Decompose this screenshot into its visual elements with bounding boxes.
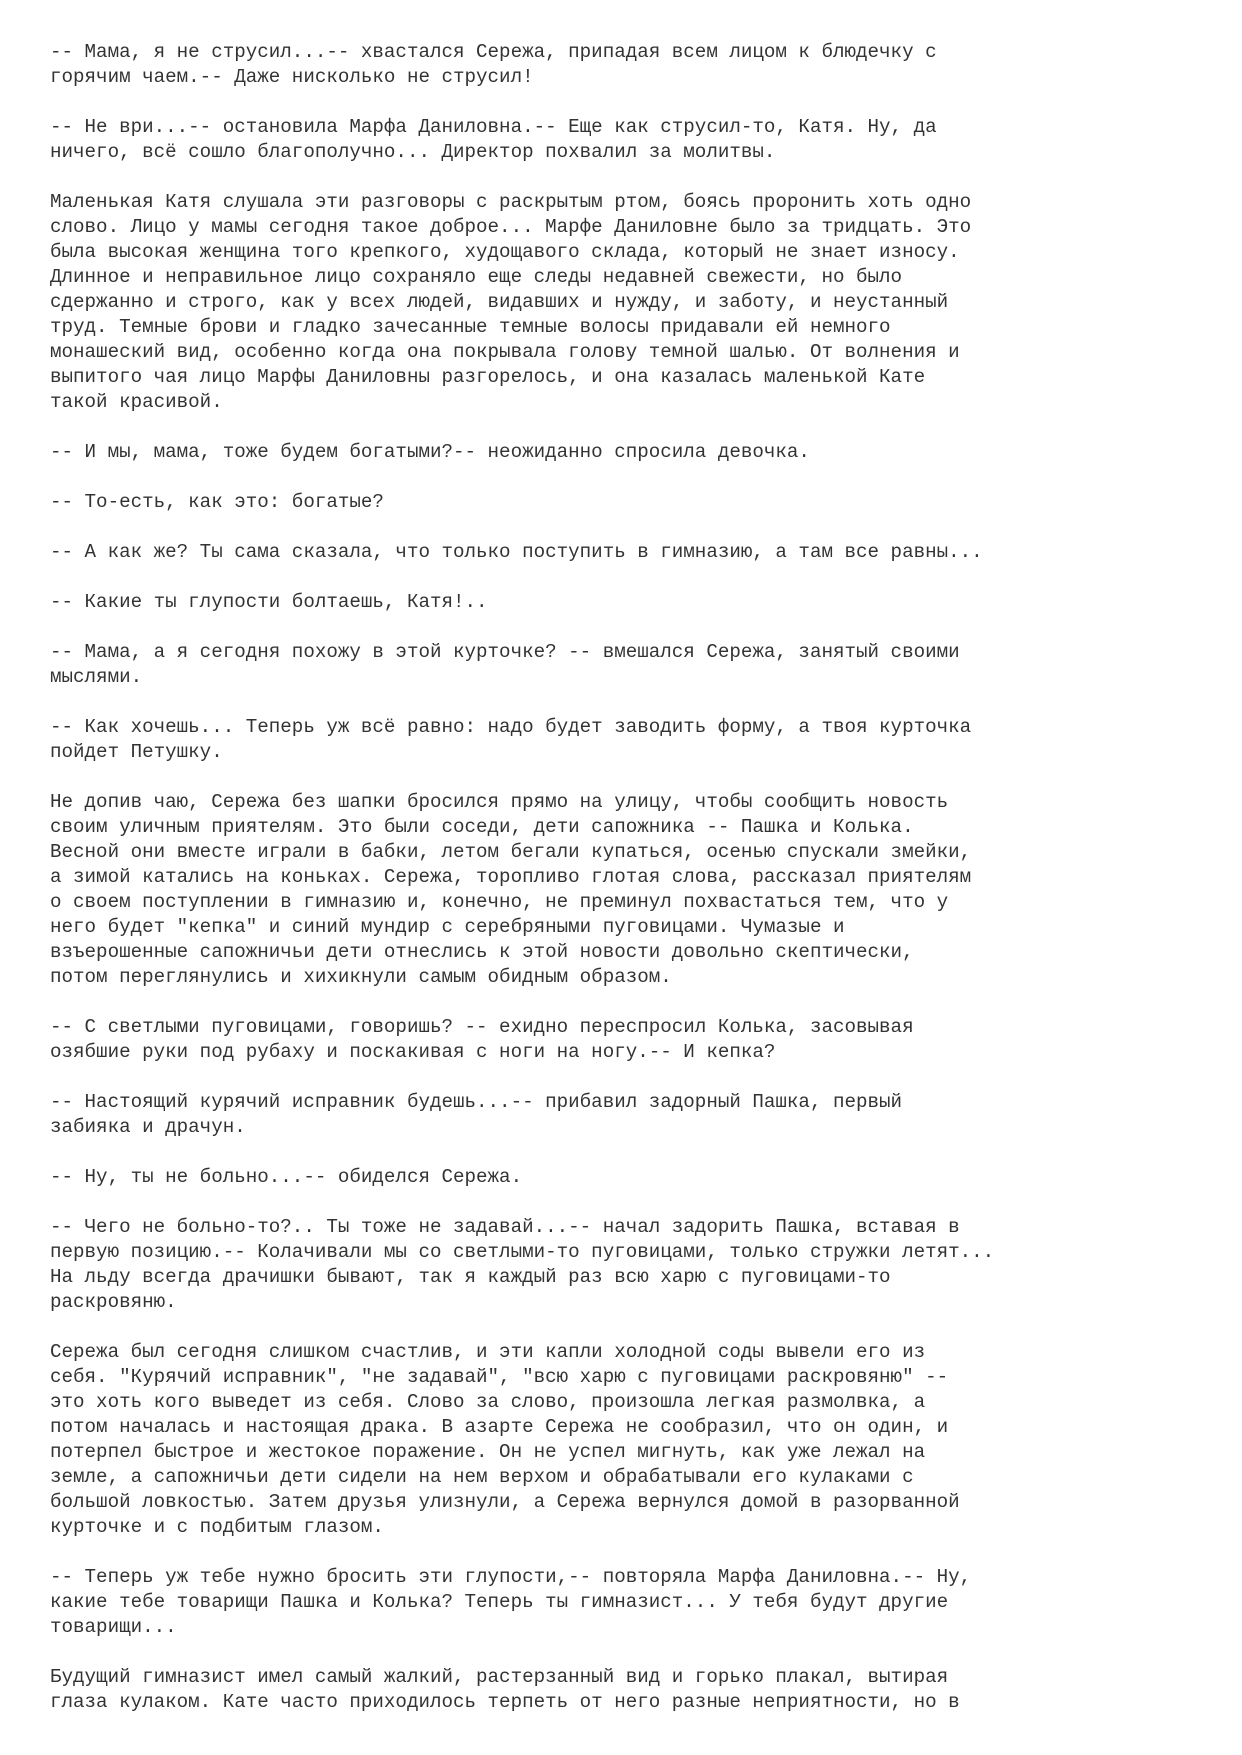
text-line: -- Ну, ты не больно...-- обиделся Сережа.	[50, 1166, 523, 1188]
text-line: -- Какие ты глупости болтаешь, Катя!..	[50, 591, 488, 613]
paragraph	[50, 1565, 1182, 1640]
paragraph	[50, 590, 1182, 615]
text-line: -- Не ври...-- остановила Марфа Даниловна.-- Еще как струсил-то, Катя. Ну, да	[50, 116, 937, 138]
text-line: глаза кулаком. Кате часто приходилось терпеть от него разные неприятности, но в	[50, 1691, 960, 1713]
text-line: своим уличным приятелям. Это были соседи, дети сапожника -- Пашка и Колька.	[50, 816, 914, 838]
text-line: Сережа был сегодня слишком счастлив, и эти капли холодной соды вывели его из	[50, 1341, 926, 1363]
text-line: -- Настоящий курячий исправник будешь...-- прибавил задорный Пашка, первый	[50, 1091, 903, 1113]
text-line: монашеский вид, особенно когда она покрывала голову темной шалью. От волнения и	[50, 341, 960, 363]
text-line: него будет "кепка" и синий мундир с серебряными пуговицами. Чумазые и	[50, 916, 845, 938]
text-line: Весной они вместе играли в бабки, летом бегали купаться, осенью спускали змейки,	[50, 841, 972, 863]
text-line: пойдет Петушку.	[50, 741, 223, 763]
text-line: взъерошенные сапожничьи дети отнеслись к этой новости довольно скептически,	[50, 941, 914, 963]
text-line: о своем поступлении в гимназию и, конечно, не преминул похвастаться тем, что у	[50, 891, 949, 913]
text-line: такой красивой.	[50, 391, 223, 413]
text-line: -- Мама, а я сегодня похожу в этой курточке? -- вмешался Сережа, занятый своими	[50, 641, 960, 663]
text-line: мыслями.	[50, 666, 143, 688]
text-line: На льду всегда драчишки бывают, так я каждый раз всю харю с пуговицами-то	[50, 1266, 891, 1288]
text-line: это хоть кого выведет из себя. Слово за слово, произошла легкая размолвка, а	[50, 1391, 926, 1413]
text-line: Длинное и неправильное лицо сохраняло еще следы недавней свежести, но было	[50, 266, 903, 288]
text-line: труд. Темные брови и гладко зачесанные темные волосы придавали ей немного	[50, 316, 891, 338]
text-line: курточке и с подбитым глазом.	[50, 1516, 384, 1538]
text-line: -- А как же? Ты сама сказала, что только поступить в гимназию, а там все равны...	[50, 541, 983, 563]
text-line: забияка и драчун.	[50, 1116, 246, 1138]
text-line: выпитого чая лицо Марфы Даниловны разгорелось, и она казалась маленькой Кате	[50, 366, 926, 388]
text-line: себя. "Курячий исправник", "не задавай", "всю харю с пуговицами раскровяню" --	[50, 1366, 949, 1388]
paragraph	[50, 1165, 1182, 1190]
text-line: -- Чего не больно-то?.. Ты тоже не задавай...-- начал задорить Пашка, вставая в	[50, 1216, 960, 1238]
text-line: -- С светлыми пуговицами, говоришь? -- ехидно переспросил Колька, засовывая	[50, 1016, 914, 1038]
text-line: озябшие руки под рубаху и поскакивая с ноги на ногу.-- И кепка?	[50, 1041, 776, 1063]
text-line: а зимой катались на коньках. Сережа, торопливо глотая слова, рассказал приятелям	[50, 866, 972, 888]
text-line: товарищи...	[50, 1616, 177, 1638]
text-line: какие тебе товарищи Пашка и Колька? Теперь ты гимназист... У тебя будут другие	[50, 1591, 949, 1613]
paragraph	[50, 190, 1182, 415]
text-line: -- То-есть, как это: богатые?	[50, 491, 384, 513]
paragraph	[50, 540, 1182, 565]
text-line: потом переглянулись и хихикнули самым обидным образом.	[50, 966, 672, 988]
paragraph	[50, 40, 1182, 90]
text-line: сдержанно и строго, как у всех людей, видавших и нужду, и заботу, и неустанный	[50, 291, 949, 313]
paragraph	[50, 1665, 1182, 1715]
text-line: ничего, всё сошло благополучно... Директор похвалил за молитвы.	[50, 141, 776, 163]
paragraph	[50, 1015, 1182, 1065]
paragraph	[50, 440, 1182, 465]
text-line: -- Мама, я не струсил...-- хвастался Сережа, припадая всем лицом к блюдечку с	[50, 41, 937, 63]
text-line: горячим чаем.-- Даже нисколько не струсил!	[50, 66, 534, 88]
text-line: раскровяню.	[50, 1291, 177, 1313]
text-line: -- Как хочешь... Теперь уж всё равно: надо будет заводить форму, а твоя курточка	[50, 716, 972, 738]
text-line: потерпел быстрое и жестокое поражение. Он не успел мигнуть, как уже лежал на	[50, 1441, 926, 1463]
text-line: -- И мы, мама, тоже будем богатыми?-- неожиданно спросила девочка.	[50, 441, 810, 463]
text-line: Будущий гимназист имел самый жалкий, растерзанный вид и горько плакал, вытирая	[50, 1666, 949, 1688]
paragraph	[50, 115, 1182, 165]
paragraph	[50, 1090, 1182, 1140]
text-line: первую позицию.-- Колачивали мы со светлыми-то пуговицами, только стружки летят...	[50, 1241, 995, 1263]
text-line: земле, а сапожничьи дети сидели на нем верхом и обрабатывали его кулаками с	[50, 1466, 914, 1488]
text-line: потом началась и настоящая драка. В азарте Сережа не сообразил, что он один, и	[50, 1416, 949, 1438]
paragraph	[50, 790, 1182, 990]
paragraph	[50, 715, 1182, 765]
text-line: Не допив чаю, Сережа без шапки бросился прямо на улицу, чтобы сообщить новость	[50, 791, 949, 813]
paragraph	[50, 1340, 1182, 1540]
text-line: была высокая женщина того крепкого, худощавого склада, который не знает износу.	[50, 241, 960, 263]
text-line: Маленькая Катя слушала эти разговоры с раскрытым ртом, боясь проронить хоть одно	[50, 191, 972, 213]
text-line: слово. Лицо у мамы сегодня такое доброе... Марфе Даниловне было за тридцать. Это	[50, 216, 972, 238]
paragraph	[50, 640, 1182, 690]
paragraph	[50, 1215, 1182, 1315]
text-line: -- Теперь уж тебе нужно бросить эти глупости,-- повторяла Марфа Даниловна.-- Ну,	[50, 1566, 972, 1588]
paragraph	[50, 490, 1182, 515]
text-line: большой ловкостью. Затем друзья улизнули, а Сережа вернулся домой в разорванной	[50, 1491, 960, 1513]
